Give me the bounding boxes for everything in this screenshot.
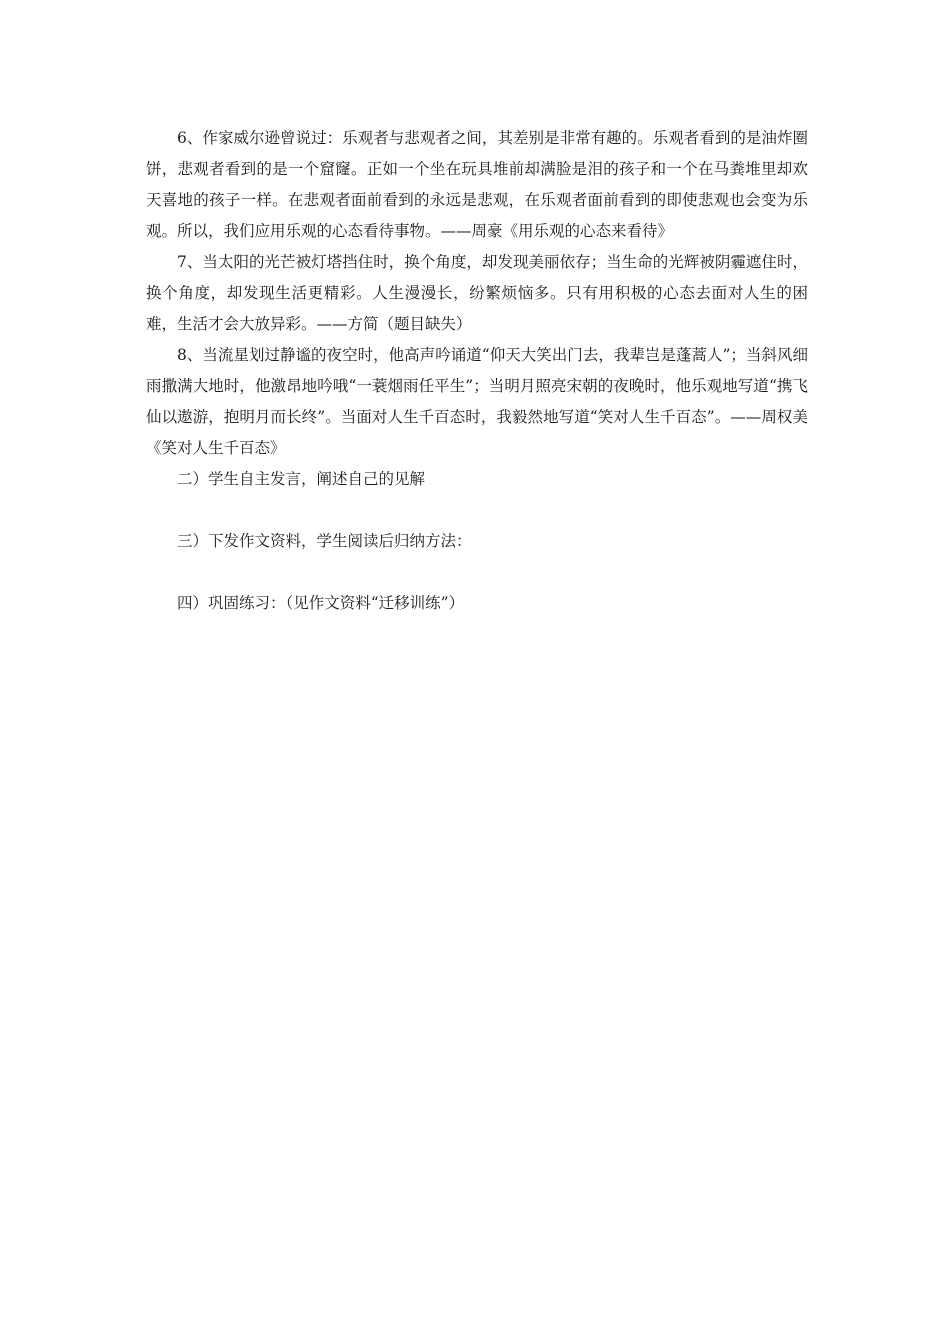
step-student-speech: 二）学生自主发言，阐述自己的见解 [177,470,426,488]
step-distribute-materials: 三）下发作文资料，学生阅读后归纳方法： [177,532,472,550]
paragraph-7: 7、当太阳的光芒被灯塔挡住时，换个角度，却发现美丽依存；当生命的光辉被阴霾遮住时，换个角度，却发现生活更精彩。人生漫漫长，纷繁烦恼多。只有用积极的心态去面对人生的困难，生活才会大放异彩。——方简（题目缺失） [146,253,808,333]
paragraph-6: 6、作家威尔逊曾说过：乐观者与悲观者之间，其差别是非常有趣的。乐观者看到的是油炸圈饼，悲观者看到的是一个窟窿。正如一个坐在玩具堆前却满脸是泪的孩子和一个在马粪堆里却欢天喜地的孩子一样。在悲观者面前看到的永远是悲观，在乐观者面前看到的即使悲观也会变为乐观。所以，我们应用乐观的心态看待事物。——周豪《用乐观的心态来看待》 [146,129,808,240]
paragraph-8: 8、当流星划过静谧的夜空时，他高声吟诵道“仰天大笑出门去，我辈岂是蓬蒿人”；当斜风细雨撒满大地时，他激昂地吟哦“一蓑烟雨任平生”；当明月照亮宋朝的夜晚时，他乐观地写道“携飞仙以遨游，抱明月而长终”。当面对人生千百态时，我毅然地写道“笑对人生千百态”。——周权美《笑对人生千百态》 [146,346,808,457]
document-body [146,123,808,619]
step-practice: 四）巩固练习：（见作文资料“迁移训练”） [177,594,465,612]
